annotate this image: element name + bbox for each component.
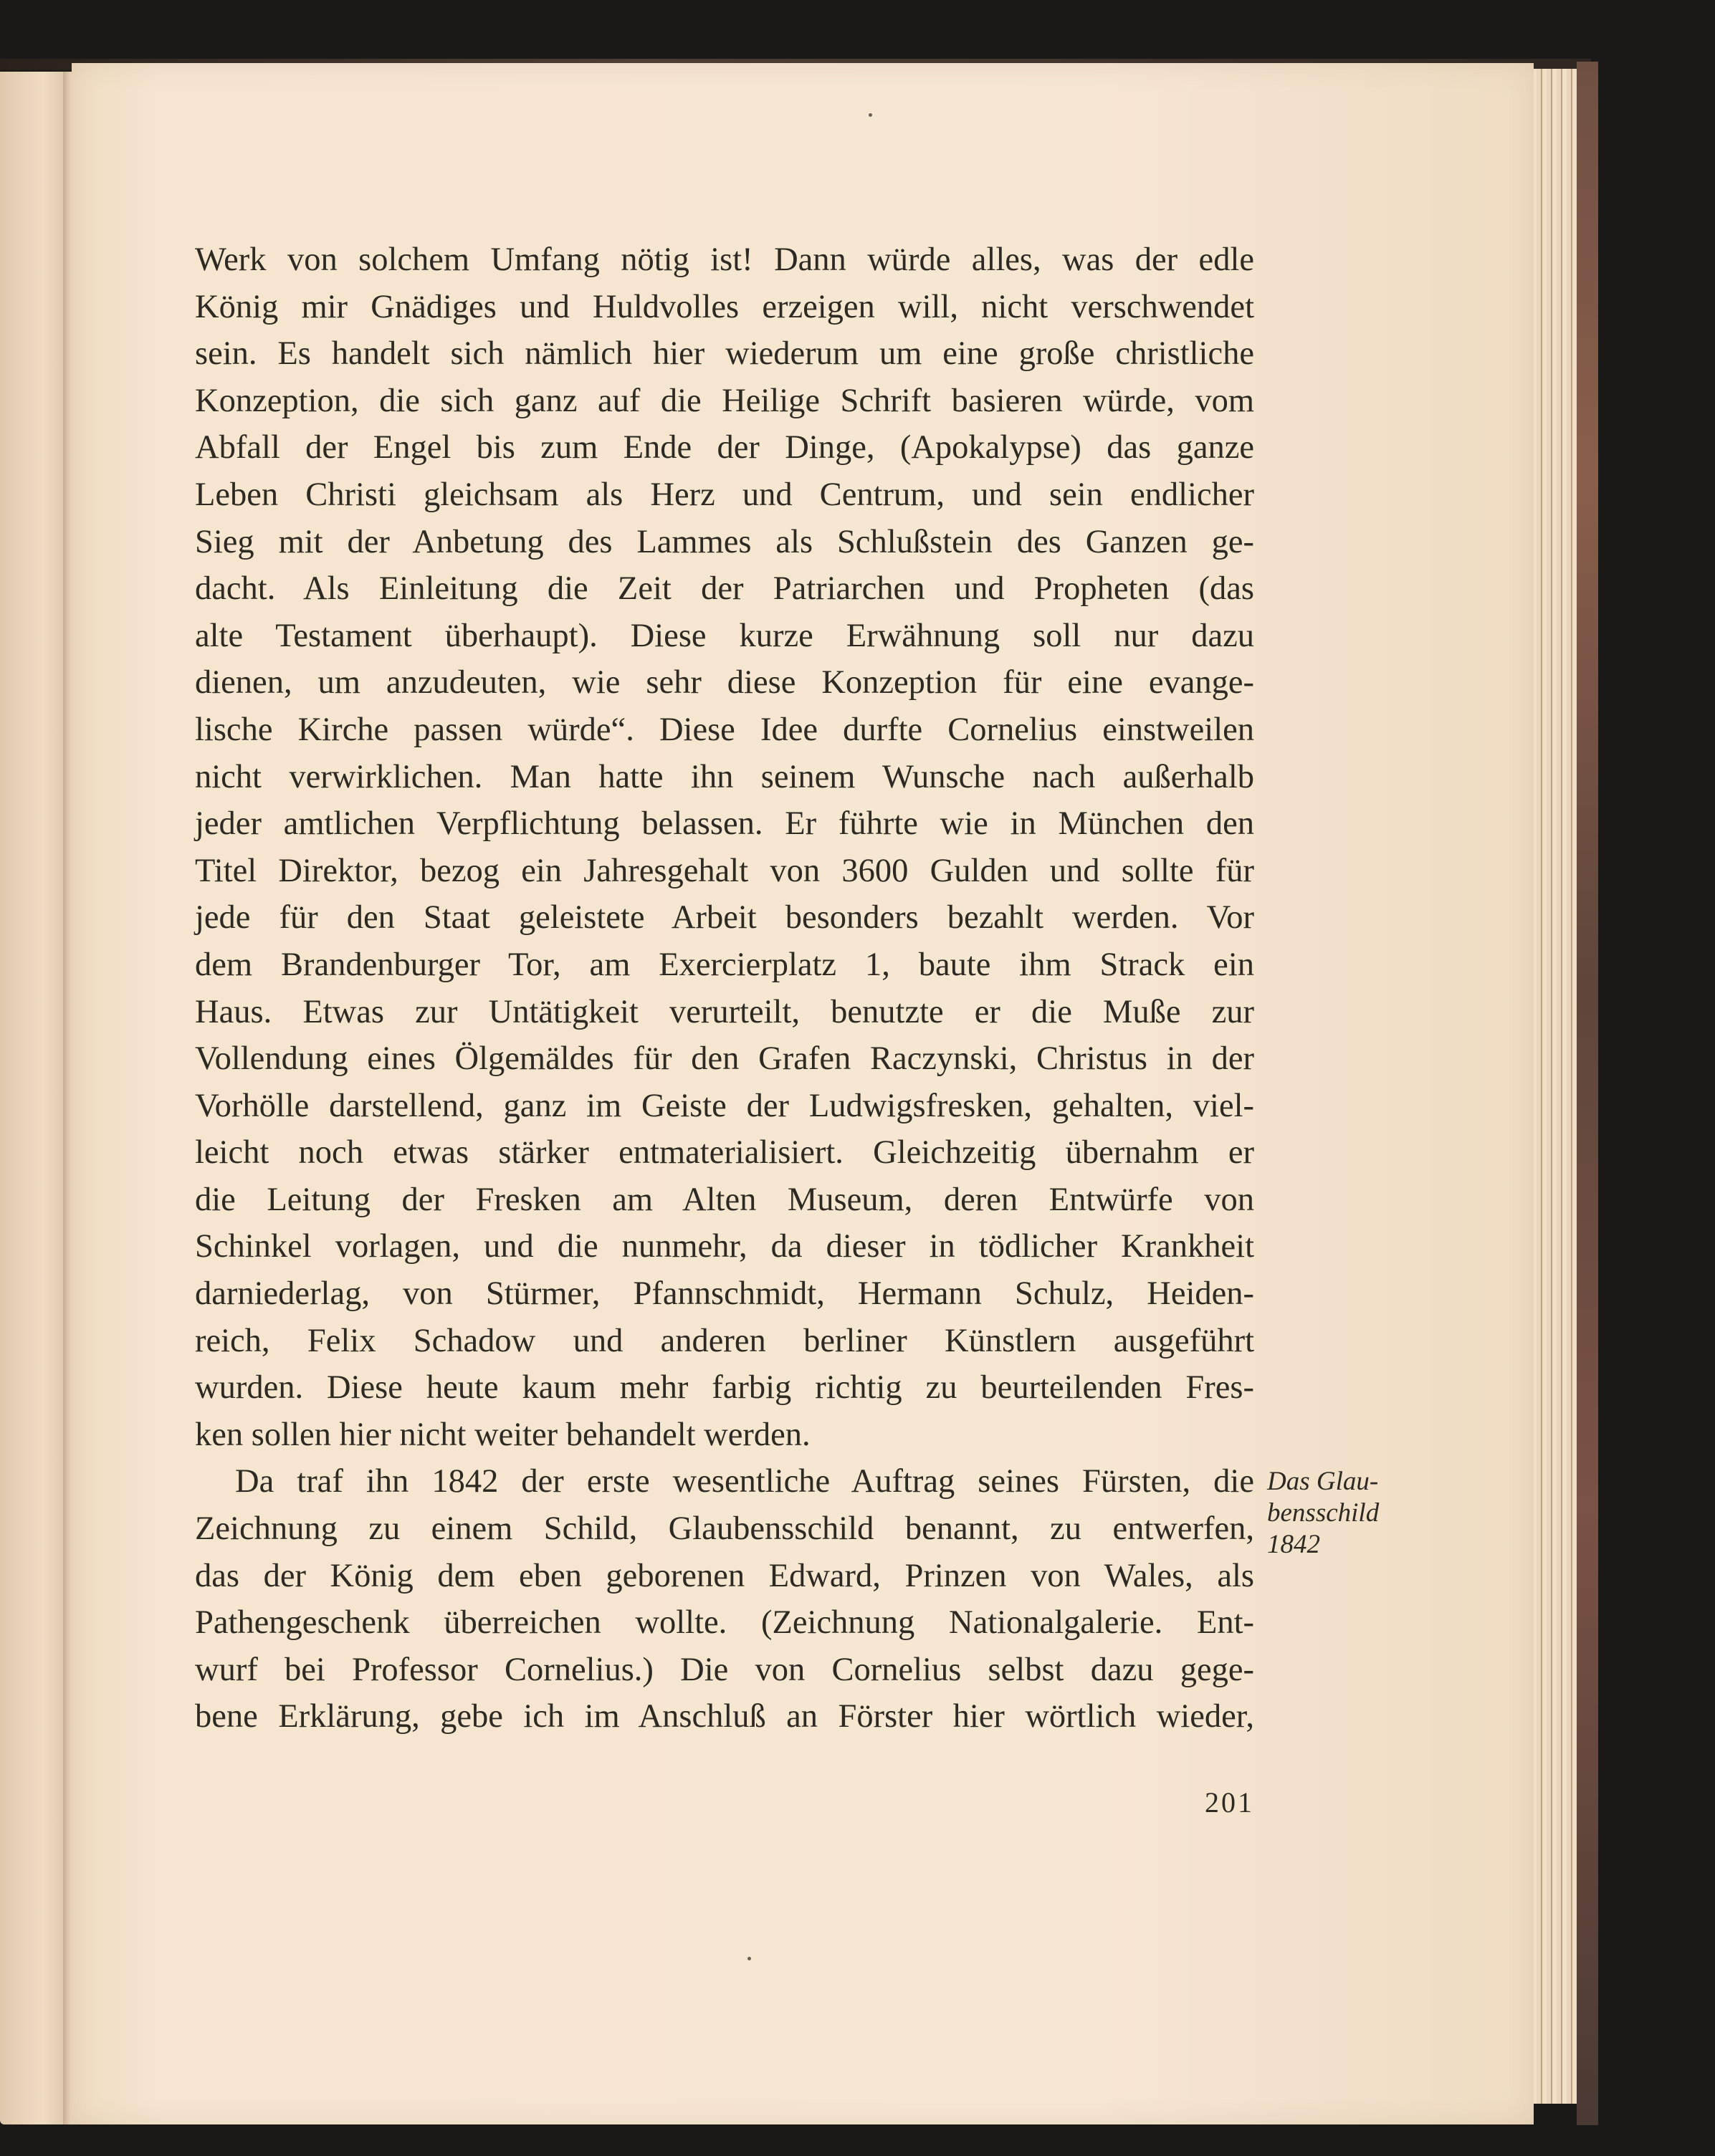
- paper-speck: [747, 1957, 751, 1960]
- text-line: das der König dem eben geborenen Edward, Prinzen von Wales, als: [195, 1557, 1254, 1594]
- paragraph-start-line: Da traf ihn 1842 der erste wesentliche Auftrag seines Fürsten, die: [235, 1463, 1254, 1500]
- body-text: [195, 236, 1254, 1740]
- text-line: Leben Christi gleichsam als Herz und Centrum, und sein endlicher: [195, 476, 1254, 513]
- text-line: jede für den Staat geleistete Arbeit besonders bezahlt werden. Vor: [195, 899, 1254, 936]
- margin-note: [1267, 1466, 1418, 1561]
- text-line: nicht verwirklichen. Man hatte ihn seinem Wunsche nach außerhalb: [195, 758, 1254, 795]
- text-line: Vorhölle darstellend, ganz im Geiste der Ludwigsfresken, gehalten, viel-: [195, 1087, 1254, 1124]
- text-line: Schinkel vorlagen, und die nunmehr, da dieser in tödlicher Krankheit: [195, 1228, 1254, 1265]
- left-page-edge: [0, 72, 72, 2124]
- text-line: leicht noch etwas stärker entmaterialisiert. Gleichzeitig übernahm er: [195, 1134, 1254, 1172]
- text-line: König mir Gnädiges und Huldvolles erzeigen will, nicht verschwendet: [195, 288, 1254, 325]
- text-line: wurden. Diese heute kaum mehr farbig richtig zu beurteilenden Fres-: [195, 1369, 1254, 1407]
- text-line: sein. Es handelt sich nämlich hier wiederum um eine große christliche: [195, 335, 1254, 373]
- text-line: ken sollen hier nicht weiter behandelt werden.: [195, 1416, 811, 1453]
- text-line: dienen, um anzudeuten, wie sehr diese Konzeption für eine evange-: [195, 664, 1254, 701]
- text-line: Pathengeschenk überreichen wollte. (Zeichnung Nationalgalerie. Ent-: [195, 1604, 1254, 1642]
- text-line: lische Kirche passen würde“. Diese Idee durfte Cornelius einstweilen: [195, 711, 1254, 748]
- text-line: jeder amtlichen Verpflichtung belassen. Er führte wie in München den: [195, 805, 1254, 843]
- text-line: darniederlag, von Stürmer, Pfannschmidt, Hermann Schulz, Heiden-: [195, 1275, 1254, 1313]
- margin-note-line: bensschild: [1267, 1498, 1380, 1528]
- text-line: Titel Direktor, bezog ein Jahresgehalt von 3600 Gulden und sollte für: [195, 852, 1254, 889]
- text-line: Vollendung eines Ölgemäldes für den Grafen Raczynski, Christus in der: [195, 1040, 1254, 1078]
- margin-note-line: Das Glau-: [1267, 1467, 1379, 1496]
- text-line: bene Erklärung, gebe ich im Anschluß an Förster hier wörtlich wieder,: [195, 1698, 1254, 1735]
- text-line: Sieg mit der Anbetung des Lammes als Schlußstein des Ganzen ge-: [195, 523, 1254, 560]
- text-line: wurf bei Professor Cornelius.) Die von Cornelius selbst dazu gege-: [195, 1651, 1254, 1688]
- book-cover-right-edge: [1577, 62, 1598, 2125]
- text-line: dacht. Als Einleitung die Zeit der Patriarchen und Propheten (das: [195, 570, 1254, 608]
- text-line: alte Testament überhaupt). Diese kurze Erwähnung soll nur dazu: [195, 617, 1254, 654]
- text-line: Werk von solchem Umfang nötig ist! Dann würde alles, was der edle: [195, 241, 1254, 278]
- text-line: Zeichnung zu einem Schild, Glaubensschild benannt, zu entwerfen,: [195, 1510, 1254, 1548]
- text-line: Abfall der Engel bis zum Ende der Dinge, (Apokalypse) das ganze: [195, 429, 1254, 466]
- page-stack-edges: [1527, 69, 1577, 2104]
- text-line: dem Brandenburger Tor, am Exercierplatz 1, baute ihm Strack ein: [195, 946, 1254, 983]
- text-line: Haus. Etwas zur Untätigkeit verurteilt, benutzte er die Muße zur: [195, 993, 1254, 1030]
- margin-note-year: 1842: [1267, 1530, 1320, 1559]
- text-line: die Leitung der Fresken am Alten Museum, deren Entwürfe von: [195, 1181, 1254, 1218]
- text-line: Konzeption, die sich ganz auf die Heilige Schrift basieren würde, vom: [195, 382, 1254, 419]
- text-line: reich, Felix Schadow und anderen berliner Künstlern ausgeführt: [195, 1322, 1254, 1359]
- paper-speck: [869, 113, 872, 117]
- page-number: 201: [1205, 1786, 1254, 1819]
